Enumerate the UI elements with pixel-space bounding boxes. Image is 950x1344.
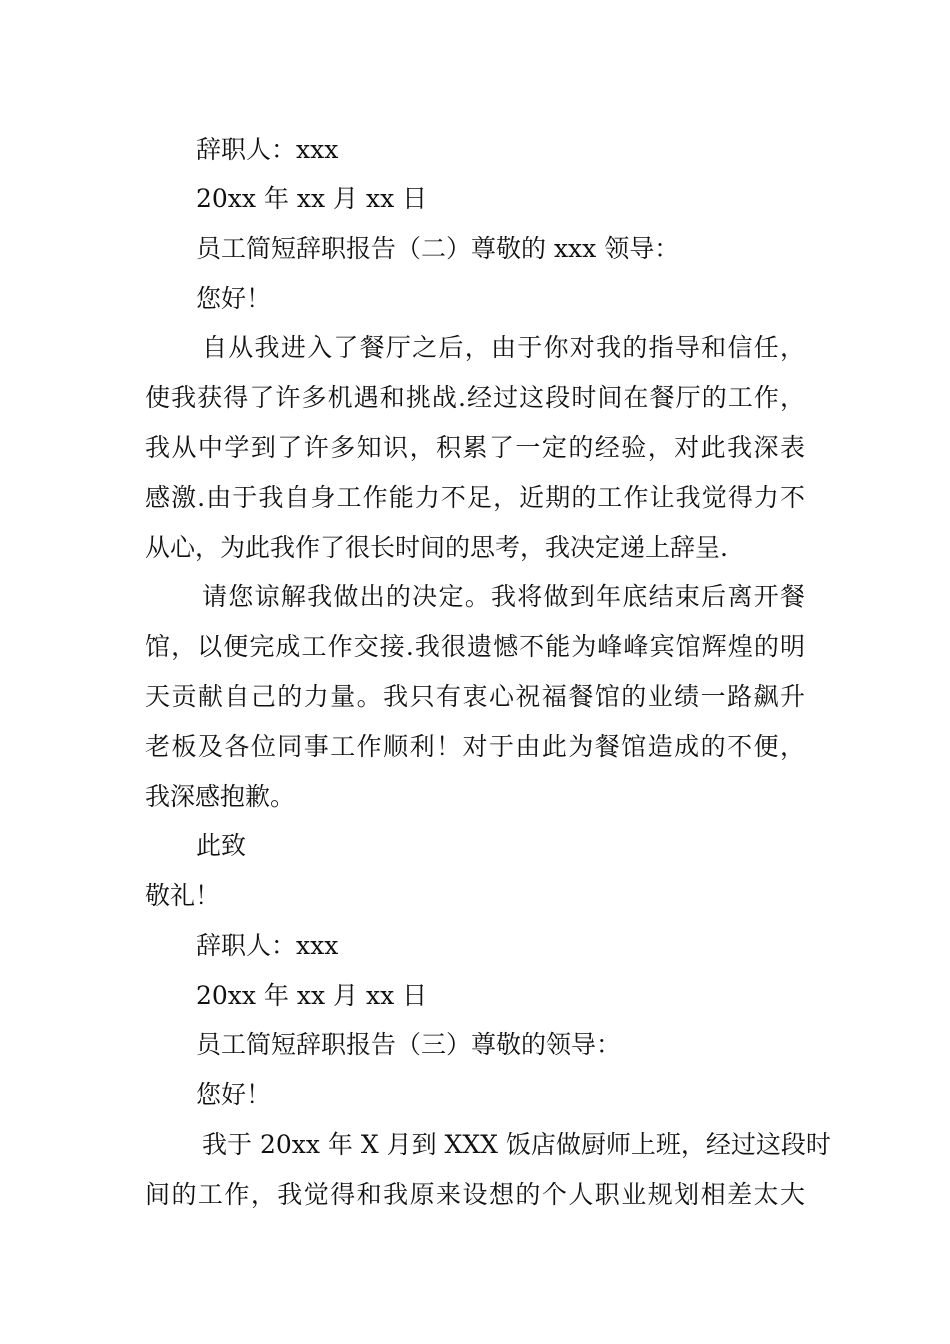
body-line: 老板及各位同事工作顺利！对于由此为餐馆造成的不便， (145, 732, 805, 761)
greeting-line: 您好！ (196, 1080, 272, 1109)
date-line: 20xx 年 xx 月 xx 日 (196, 981, 428, 1010)
signer-line: 辞职人：xxx (196, 931, 339, 960)
body-line: 从心，为此我作了很长时间的思考，我决定递上辞呈. (145, 533, 728, 562)
body-line: 自从我进入了餐厅之后，由于你对我的指导和信任， (202, 333, 805, 362)
greeting-line: 您好！ (196, 284, 272, 313)
section-heading: 员工简短辞职报告（三）尊敬的领导： (196, 1030, 622, 1059)
body-line: 使我获得了许多机遇和挑战.经过这段时间在餐厅的工作， (145, 383, 805, 412)
closing-line: 此致 (196, 831, 247, 860)
body-line: 馆，以便完成工作交接.我很遗憾不能为峰峰宾馆辉煌的明 (145, 632, 805, 661)
body-line: 间的工作，我觉得和我原来设想的个人职业规划相差太大 (145, 1180, 805, 1209)
body-line: 我于 20xx 年 X 月到 XXX 饭店做厨师上班，经过这段时 (202, 1130, 831, 1159)
date-line: 20xx 年 xx 月 xx 日 (196, 184, 428, 213)
signer-line: 辞职人：xxx (196, 135, 339, 164)
body-line: 我深感抱歉。 (145, 782, 296, 811)
body-line: 我从中学到了许多知识，积累了一定的经验，对此我深表 (145, 433, 805, 462)
body-line: 天贡献自己的力量。我只有衷心祝福餐馆的业绩一路飙升 (145, 682, 805, 711)
section-heading: 员工简短辞职报告（二）尊敬的 xxx 领导： (196, 234, 680, 263)
body-line: 请您谅解我做出的决定。我将做到年底结束后离开餐 (202, 582, 805, 611)
body-line: 感激.由于我自身工作能力不足，近期的工作让我觉得力不 (145, 483, 805, 512)
salutation-line: 敬礼！ (145, 881, 221, 910)
